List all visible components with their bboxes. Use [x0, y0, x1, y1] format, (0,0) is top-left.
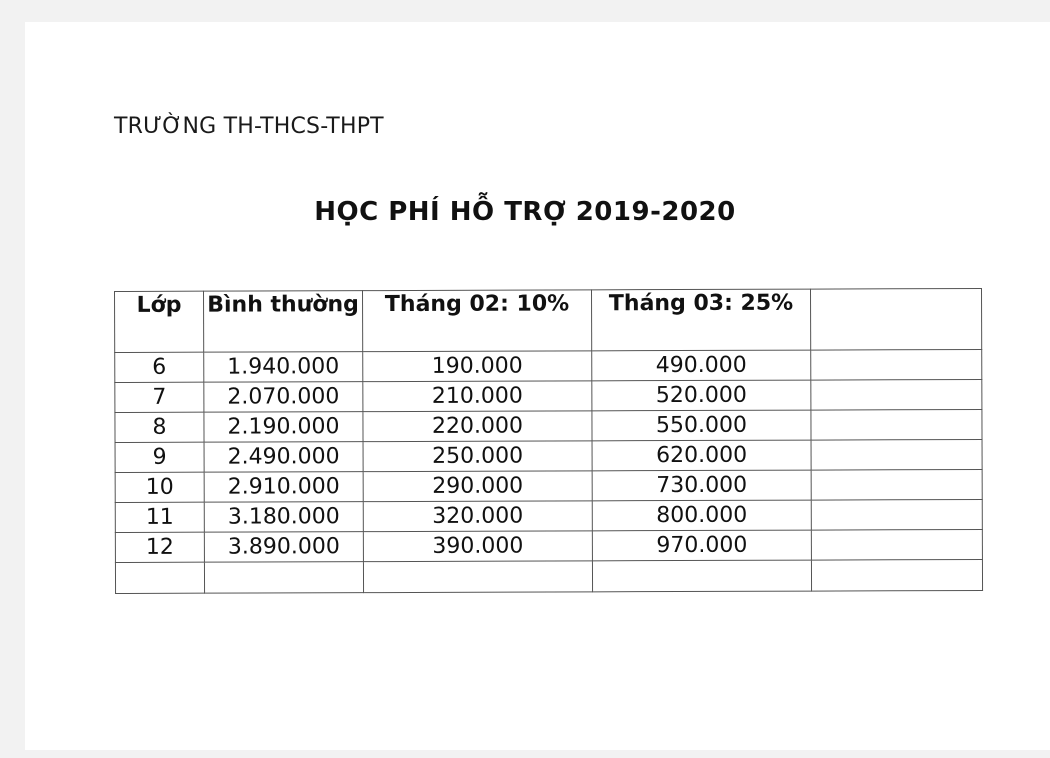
cell-empty [811, 529, 982, 560]
cell-february: 320.000 [363, 501, 592, 532]
cell-february: 210.000 [363, 381, 592, 412]
cell-march: 490.000 [592, 350, 811, 381]
cell-grade: 9 [115, 442, 204, 472]
cell-february [363, 561, 592, 593]
table-row [115, 499, 982, 532]
cell-empty [811, 469, 982, 500]
cell-normal-fee: 2.070.000 [204, 382, 363, 413]
cell-march [592, 560, 811, 592]
cell-february: 220.000 [363, 411, 592, 442]
cell-grade: 7 [115, 382, 204, 412]
table-row-empty [115, 559, 982, 593]
table-row [115, 529, 982, 562]
cell-normal-fee: 3.890.000 [204, 532, 363, 563]
cell-normal-fee: 2.190.000 [204, 412, 363, 443]
cell-grade: 10 [115, 472, 204, 502]
cell-empty [811, 409, 982, 440]
cell-february: 390.000 [363, 531, 592, 562]
cell-grade [115, 562, 204, 593]
cell-grade: 8 [115, 412, 204, 442]
header-grade: Lớp [115, 291, 204, 352]
document-title: HỌC PHÍ HỖ TRỢ 2019-2020 [314, 197, 736, 227]
header-empty [810, 288, 981, 350]
table-row [115, 379, 982, 412]
tuition-table [114, 288, 983, 594]
table-row [115, 439, 982, 472]
cell-normal-fee: 2.490.000 [204, 442, 363, 473]
cell-grade: 12 [115, 532, 204, 562]
cell-empty [811, 379, 982, 410]
cell-february: 190.000 [363, 351, 592, 382]
school-name: TRƯỜNG TH-THCS-THPT [114, 114, 384, 139]
cell-march: 800.000 [592, 500, 811, 531]
cell-grade: 6 [115, 352, 204, 382]
cell-normal-fee: 3.180.000 [204, 502, 363, 533]
cell-normal-fee: 2.910.000 [204, 472, 363, 503]
table-header-row [115, 288, 982, 352]
table-row [115, 469, 982, 502]
cell-empty [811, 439, 982, 470]
cell-grade: 11 [115, 502, 204, 532]
cell-march: 620.000 [592, 440, 811, 471]
header-normal-fee: Bình thường [204, 291, 363, 353]
cell-march: 520.000 [592, 380, 811, 411]
cell-march: 550.000 [592, 410, 811, 441]
cell-march: 730.000 [592, 470, 811, 501]
cell-empty [811, 499, 982, 530]
header-february-support: Tháng 02: 10% [363, 290, 592, 352]
header-march-support: Tháng 03: 25% [591, 289, 810, 351]
cell-february: 250.000 [363, 441, 592, 472]
cell-march: 970.000 [592, 530, 811, 561]
cell-empty [811, 559, 982, 591]
cell-february: 290.000 [363, 471, 592, 502]
table-row [115, 349, 982, 382]
cell-normal-fee: 1.940.000 [204, 352, 363, 383]
table-row [115, 409, 982, 442]
cell-normal-fee [204, 562, 363, 594]
cell-empty [811, 349, 982, 380]
